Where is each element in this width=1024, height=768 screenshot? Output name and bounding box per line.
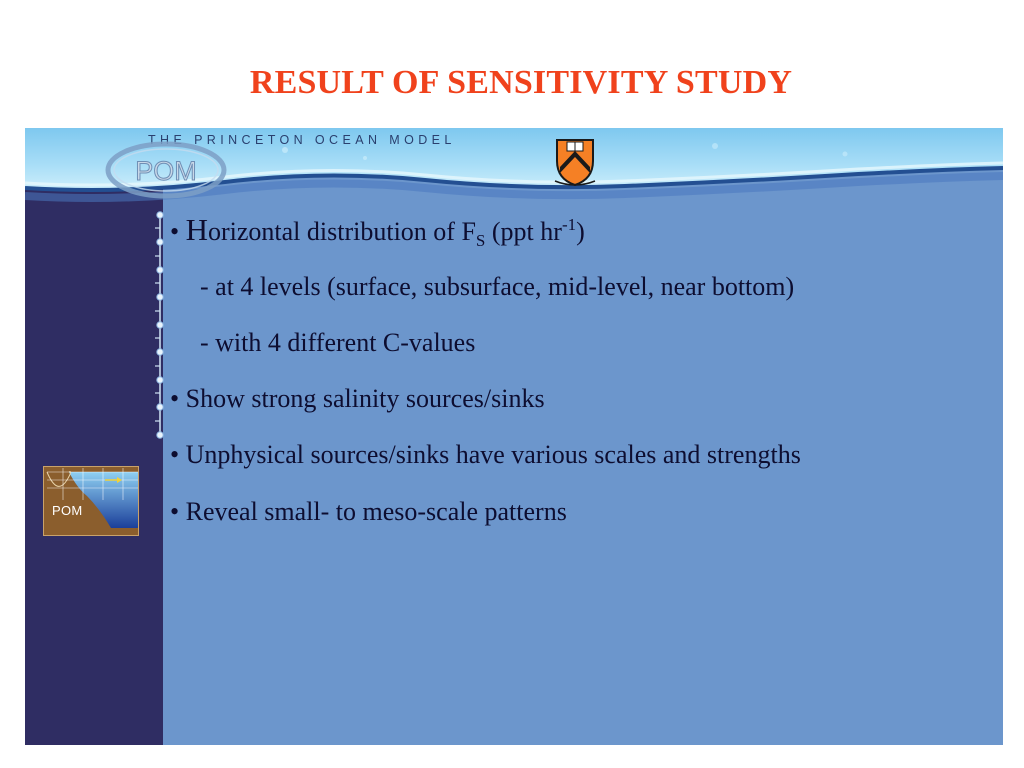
bullet-unphysical-sources — [170, 440, 801, 470]
bullet-scale-patterns — [170, 497, 567, 527]
closing-paren: ) — [576, 217, 585, 246]
subscript: S — [475, 231, 486, 250]
pom-logo-text: POM — [135, 156, 197, 186]
thumbnail-label: POM — [52, 503, 83, 518]
chain-decoration — [149, 208, 171, 444]
banner-text: THE PRINCETON OCEAN MODEL — [148, 133, 456, 147]
superscript: -1 — [561, 215, 577, 234]
line-text: Unphysical sources/sinks have various scales and strengths — [185, 440, 801, 469]
bullet-marker: • — [170, 440, 180, 469]
sub-item-levels: - at 4 levels (surface, subsurface, mid-level, near bottom) — [200, 272, 795, 301]
line-text: orizontal distribution of F — [208, 217, 476, 246]
sub-item-c-values: - with 4 different C-values — [200, 328, 476, 357]
bullet-marker: • — [170, 217, 180, 246]
bullet-marker: • — [170, 384, 180, 413]
slide-title: RESULT OF SENSITIVITY STUDY — [249, 64, 793, 101]
line-text: Reveal small- to meso-scale patterns — [185, 497, 567, 526]
line-text: Show strong salinity sources/sinks — [185, 384, 545, 413]
slide-panel — [25, 128, 1003, 745]
bullet-salinity-sources — [170, 384, 545, 414]
bullet-horizontal-distribution — [170, 212, 585, 250]
line-text-units: (ppt hr — [485, 217, 562, 246]
pom-logo-icon — [101, 134, 231, 200]
ocean-model-thumbnail-icon — [43, 466, 139, 536]
big-initial: H — [185, 212, 208, 247]
bullet-marker: • — [170, 497, 180, 526]
sidebar-column — [25, 128, 163, 745]
princeton-shield-icon — [554, 137, 596, 187]
